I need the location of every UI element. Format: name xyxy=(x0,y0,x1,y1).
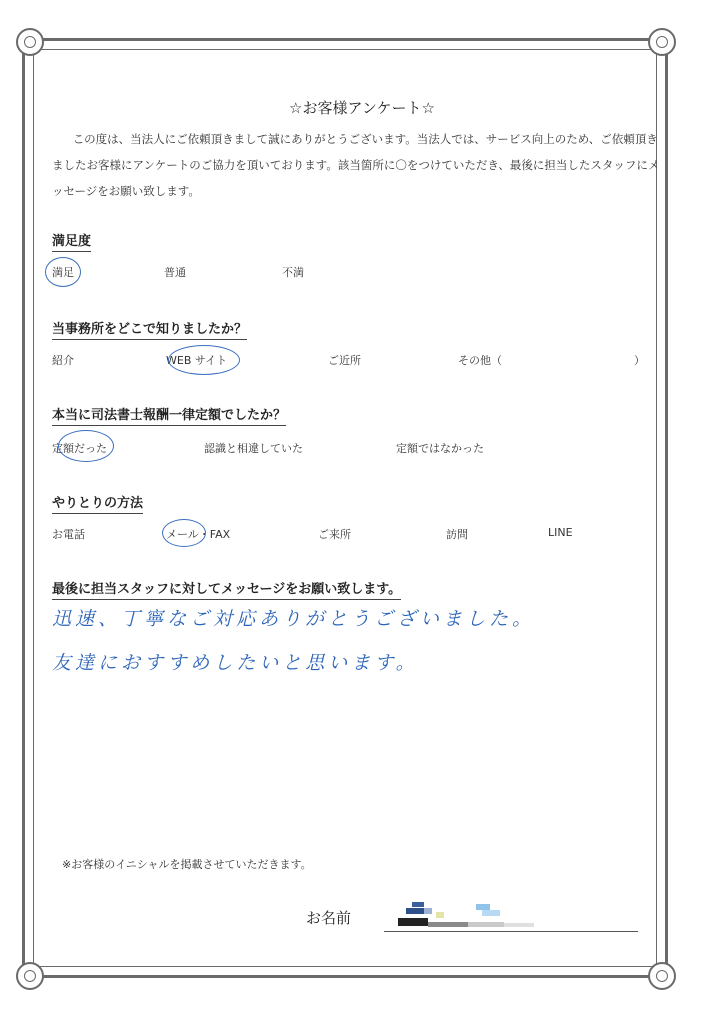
corner-ornament-icon xyxy=(16,962,44,990)
option-different-than-expected: 認識と相違していた xyxy=(204,442,303,455)
selection-circle xyxy=(162,519,206,547)
handwritten-message-line: 迅速、丁寧なご対応ありがとうございました。 xyxy=(52,608,536,630)
selection-circle xyxy=(45,257,81,287)
option-website: WEB サイト xyxy=(166,354,228,367)
question-contact-method: やりとりの方法 xyxy=(52,492,143,514)
question-satisfaction: 満足度 xyxy=(52,230,91,252)
option-flat-fee-yes: 定額だった xyxy=(52,442,107,455)
intro-text: この度は、当法人にご依頼頂きまして誠にありがとうございます。当法人では、サービス向上のため、ご依頼頂きましたお客様にアンケートのご協力を頂いております。該当箇所に〇をつけていただき、最後に担当したスタッフにメッセージをお願い致します。 xyxy=(52,132,660,198)
selection-circle xyxy=(168,345,240,375)
option-satisfied: 満足 xyxy=(52,266,74,279)
option-home-visit: 訪問 xyxy=(446,528,468,541)
initials-note: ※お客様のイニシャルを掲載させていただきます。 xyxy=(62,858,312,871)
option-neighborhood: ご近所 xyxy=(328,354,361,367)
option-office-visit: ご来所 xyxy=(318,528,351,541)
option-dissatisfied: 不満 xyxy=(282,266,304,279)
corner-ornament-icon xyxy=(648,28,676,56)
option-not-flat-fee: 定額ではなかった xyxy=(396,442,484,455)
option-introduction: 紹介 xyxy=(52,354,74,367)
handwritten-message-line: 友達におすすめしたいと思います。 xyxy=(52,652,419,674)
redacted-name-mosaic xyxy=(392,900,542,932)
name-label: お名前 xyxy=(306,909,352,927)
question-referral: 当事務所をどこで知りましたか？ xyxy=(52,318,247,340)
option-other: その他（ xyxy=(458,354,502,367)
option-other-close: ） xyxy=(634,354,645,367)
option-phone: お電話 xyxy=(52,528,85,541)
corner-ornament-icon xyxy=(16,28,44,56)
message-prompt: 最後に担当スタッフに対してメッセージをお願い致します。 xyxy=(52,578,401,600)
selection-circle xyxy=(58,430,114,462)
corner-ornament-icon xyxy=(648,962,676,990)
option-mail-fax: メール・FAX xyxy=(166,528,231,541)
option-normal: 普通 xyxy=(164,266,186,279)
page-title: ☆お客様アンケート☆ xyxy=(289,99,435,117)
option-line: LINE xyxy=(548,526,573,539)
question-flat-fee: 本当に司法書士報酬一律定額でしたか？ xyxy=(52,404,286,426)
